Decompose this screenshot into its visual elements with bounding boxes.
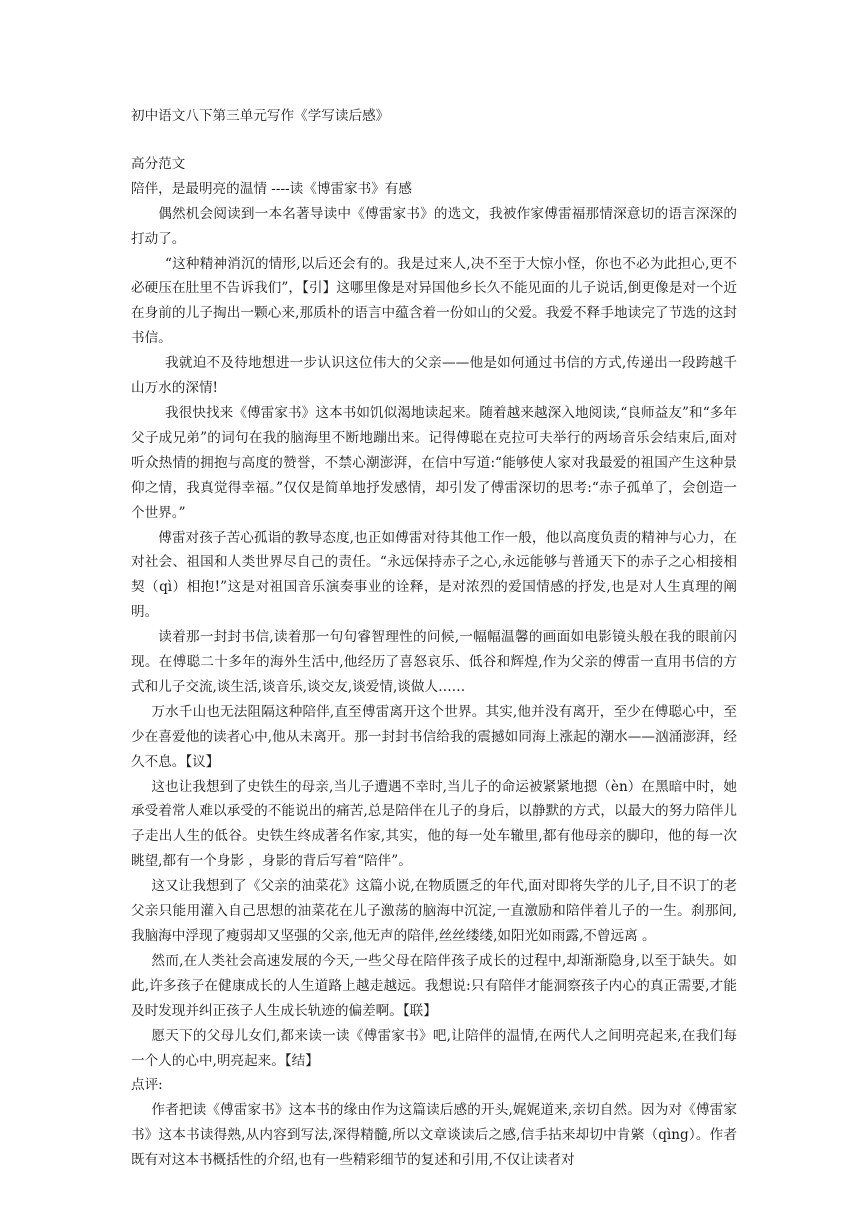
- comment-label: 点评:: [131, 1077, 163, 1094]
- essay-paragraph: 这也让我想到了史铁生的母亲,当儿子遭遇不幸时,当儿子的命运被紧紧地摁（èn）在黑暗中时，她承受着常人难以承受的不能说出的痛苦,总是陪伴在儿子的身后，以静默的方式，以最大的努力陪伴儿子走出人生的低谷。史铁生终成著名作家,其实，他的每一处车辙里,都有他母亲的脚印，他的每一次眺望,都有一个身影 ，身影的背后写着“陪伴”。: [131, 778, 737, 870]
- essay-paragraph: 我就迫不及待地想进一步认识这位伟大的父亲——他是如何通过书信的方式,传递出一段跨越千山万水的深情!: [131, 355, 737, 397]
- essay-paragraph: 读着那一封封书信,读着那一句句睿智理性的问候,一幅幅温馨的画面如电影镜头般在我的眼前闪现。在傅聪二十多年的海外生活中,他经历了喜怒哀乐、低谷和辉煌,作为父亲的傅雷一直用书信的方式和儿子交流,谈生活,谈音乐,谈交友,谈爱情,谈做人……: [131, 629, 737, 695]
- essay-paragraph: 傅雷对孩子苦心孤诣的教导态度,也正如傅雷对待其他工作一般，他以高度负责的精神与心力，在对社会、祖国和人类世界尽自己的责任。“永远保持赤子之心,永远能够与普通天下的赤子之心相接相契（qì）相抱!”这是对祖国音乐演奏事业的诠释，是对浓烈的爱国情感的抒发,也是对人生真理的阐明。: [131, 529, 737, 621]
- document-title: 初中语文八下第三单元写作《学写读后感》: [131, 108, 390, 124]
- essay-paragraph: “这种精神消沉的情形,以后还会有的。我是过来人,决不至于大惊小怪，你也不必为此担心,更不必硬压在肚里不告诉我们”，【引】这哪里像是对异国他乡长久不能见面的儿子说话,倒更像是对一个近在身前的儿子掏出一颗心来,那质朴的语言中蕴含着一份如山的父爱。我爱不释手地读完了节选的这封书信。: [131, 255, 737, 347]
- essay-paragraph: 偶然机会阅读到一本名著导读中《傅雷家书》的选文，我被作家傅雷福那情深意切的语言深深的打动了。: [131, 205, 737, 247]
- essay-paragraph: 然而,在人类社会高速发展的今天,一些父母在陪伴孩子成长的过程中,却渐渐隐身,以至于缺失。如此,许多孩子在健康成长的人生道路上越走越远。我想说:只有陪伴才能洞察孩子内心的真正需要,才能及时发现并纠正孩子人生成长轨迹的偏差啊。【联】: [131, 952, 737, 1019]
- essay-paragraph: 愿天下的父母儿女们,都来读一读《傅雷家书》吧,让陪伴的温情,在两代人之间明亮起来,在我们每一个人的心中,明亮起来。【结】: [131, 1027, 737, 1069]
- comment-paragraph: 作者把读《傅雷家书》这本书的缘由作为这篇读后感的开头,娓娓道来,亲切自然。因为对《傅雷家书》这本书读得熟,从内容到写法,深得精髓,所以文章谈读后之感,信手拈来却切中肯綮（qìng）。作者既有对这本书概括性的介绍,也有一些精彩细节的复述和引用,不仅让读者对: [131, 1102, 737, 1169]
- essay-title: 陪伴，是最明亮的温情 ----读《博雷家书》有感: [131, 180, 412, 197]
- document-page: [131, 104, 737, 1173]
- spacer: [131, 129, 737, 152]
- essay-paragraph: 这又让我想到了《父亲的油菜花》这篇小说,在物质匮乏的年代,面对即将失学的儿子,目不识丁的老父亲只能用灌入自己思想的油菜花在儿子激荡的脑海中沉淀,一直激励和陪伴着儿子的一生。刹那间,我脑海中浮现了瘦弱却又坚强的父亲,他无声的陪伴,丝丝缕缕,如阳光如雨露,不曾远离 。: [131, 878, 737, 944]
- section-label: 高分范文: [131, 155, 186, 172]
- essay-paragraph: 我很快找来《傅雷家书》这本书如饥似渴地读起来。随着越来越深入地阅读,“良师益友”和“多年父子成兄弟”的词句在我的脑海里不断地蹦出来。记得傅聪在克拉可夫举行的两场音乐会结束后,面对听众热情的拥抱与高度的赞誉，不禁心潮澎湃，在信中写道:“能够使人家对我最爱的祖国产生这种景仰之情，我真觉得幸福。”仅仅是简单地抒发感情，却引发了傅雷深切的思考:“赤子孤单了，会创造一个世界。”: [131, 404, 737, 521]
- essay-paragraph: 万水千山也无法阻隔这种陪伴,直至傅雷离开这个世界。其实,他并没有离开，至少在傅聪心中，至少在喜爱他的读者心中,他从未离开。那一封封书信给我的震撼如同海上涨起的潮水——汹涌澎湃，经久不息。【议】: [131, 703, 737, 770]
